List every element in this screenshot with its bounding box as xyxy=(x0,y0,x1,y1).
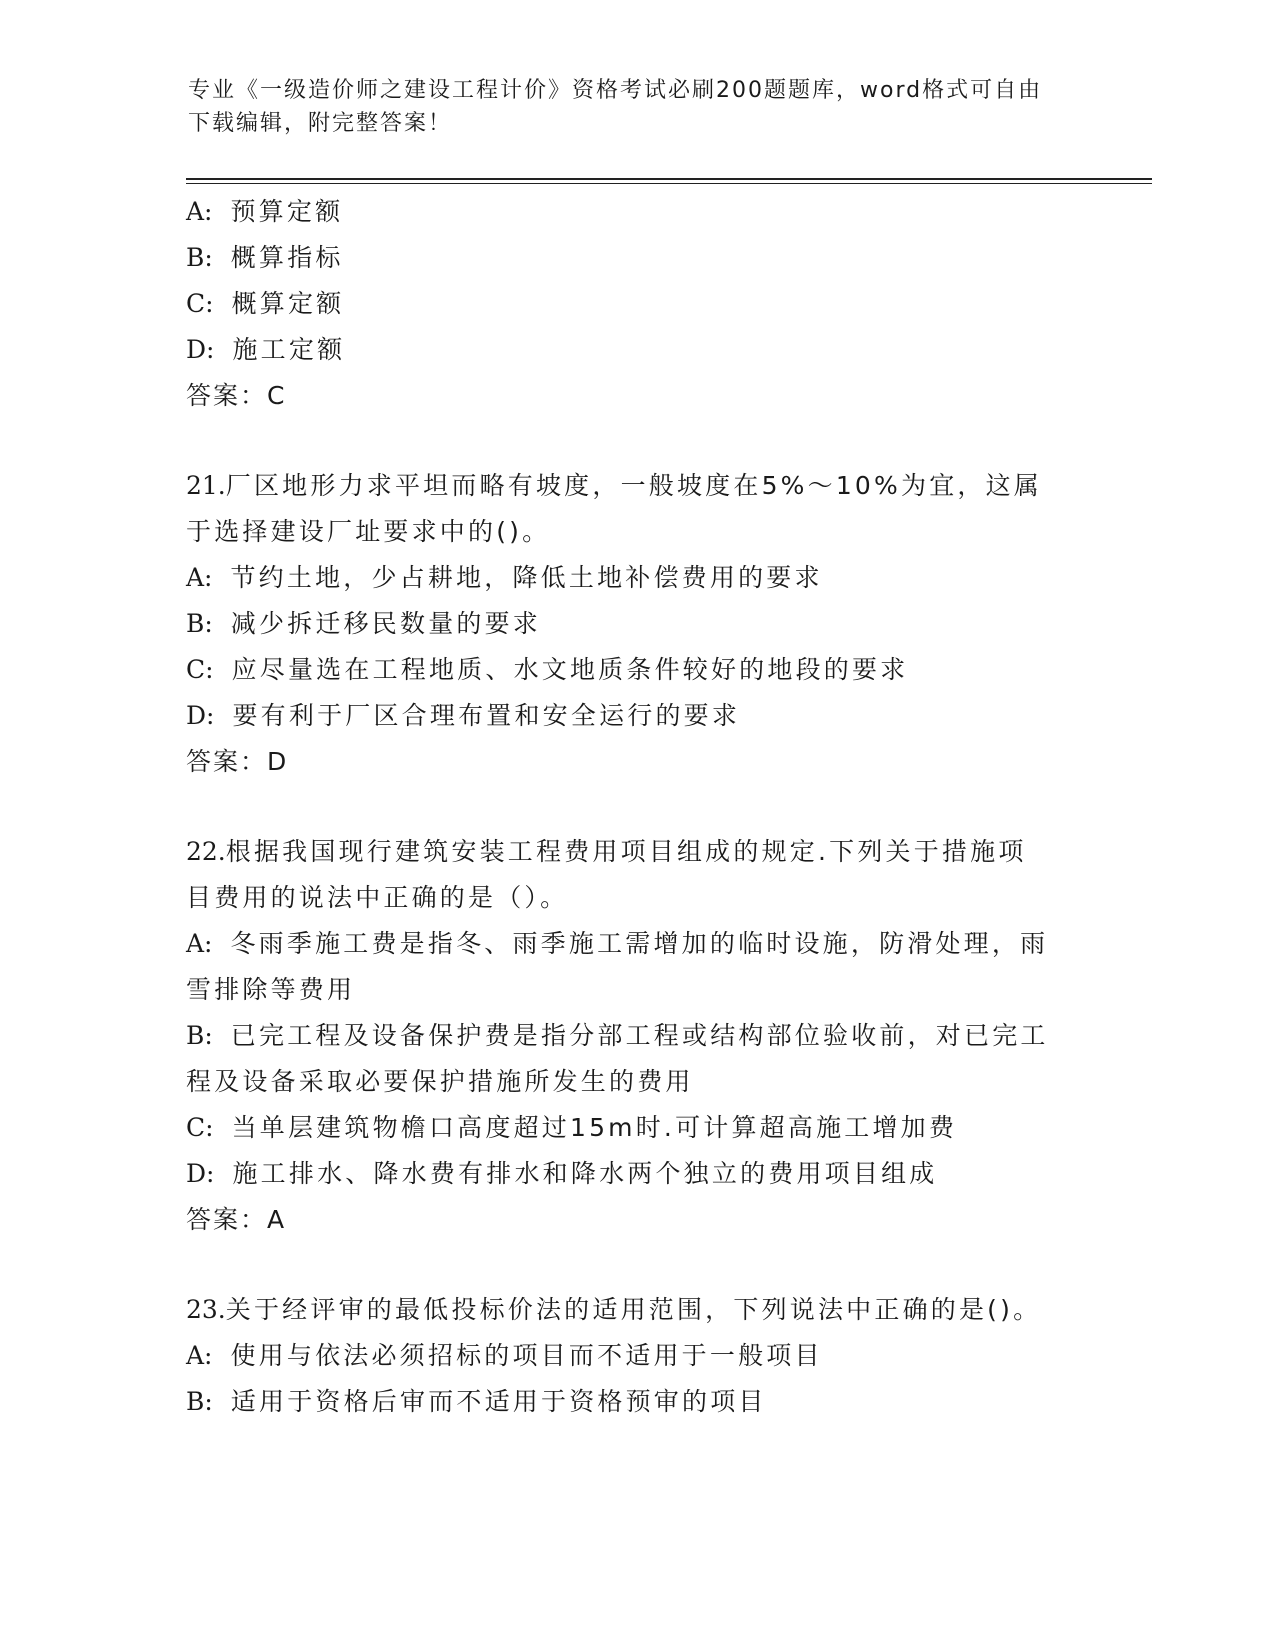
option-text: 施工排水、降水费有排水和降水两个独立的费用项目组成 xyxy=(232,1159,938,1188)
option-a xyxy=(186,189,1086,235)
option-label: A: xyxy=(186,929,213,958)
option-text: 概算指标 xyxy=(230,243,344,272)
option-b xyxy=(186,1013,1086,1059)
document-header xyxy=(188,74,1068,140)
option-label: B: xyxy=(186,1387,213,1416)
option-b xyxy=(186,235,1086,281)
option-label: B: xyxy=(186,243,213,272)
option-text: 要有利于厂区合理布置和安全运行的要求 xyxy=(232,701,741,730)
option-b-continued: 程及设备采取必要保护措施所发生的费用 xyxy=(186,1067,694,1096)
option-text: 冬雨季施工费是指冬、雨季施工需增加的临时设施，防滑处理，雨 xyxy=(230,929,1049,958)
option-a xyxy=(186,555,1086,601)
question-number: 23. xyxy=(186,1295,226,1324)
option-text: 施工定额 xyxy=(232,335,346,364)
option-label: C: xyxy=(186,1113,214,1142)
question-stem-text: 厂区地形力求平坦而略有坡度，一般坡度在5%～10%为宜，这属 xyxy=(225,471,1042,500)
question-23 xyxy=(186,1287,1086,1425)
option-c xyxy=(186,281,1086,327)
question-content xyxy=(186,189,1086,1425)
option-text: 应尽量选在工程地质、水文地质条件较好的地段的要求 xyxy=(231,655,909,684)
option-a xyxy=(186,1333,1086,1379)
option-label: D: xyxy=(186,335,215,364)
option-text: 概算定额 xyxy=(231,289,345,318)
option-label: A: xyxy=(186,563,213,592)
option-label: C: xyxy=(186,655,214,684)
question-20 xyxy=(186,189,1086,419)
option-text: 适用于资格后审而不适用于资格预审的项目 xyxy=(230,1387,767,1416)
header-divider-thick xyxy=(186,178,1152,180)
option-text: 节约土地，少占耕地，降低土地补偿费用的要求 xyxy=(230,563,823,592)
question-number: 22. xyxy=(186,837,226,866)
option-b xyxy=(186,1379,1086,1425)
option-a xyxy=(186,921,1086,967)
option-d xyxy=(186,327,1086,373)
question-stem-text: 关于经评审的最低投标价法的适用范围，下列说法中正确的是()。 xyxy=(225,1295,1042,1324)
header-line-2: 下载编辑，附完整答案！ xyxy=(188,111,453,136)
option-label: B: xyxy=(186,609,213,638)
option-text: 减少拆迁移民数量的要求 xyxy=(230,609,541,638)
question-stem xyxy=(186,829,1086,875)
option-text: 使用与依法必须招标的项目而不适用于一般项目 xyxy=(230,1341,823,1370)
option-c xyxy=(186,1105,1086,1151)
option-label: A: xyxy=(186,1341,213,1370)
question-number: 21. xyxy=(186,471,226,500)
option-label: C: xyxy=(186,289,214,318)
option-a-continued: 雪排除等费用 xyxy=(186,975,356,1004)
option-label: D: xyxy=(186,701,215,730)
option-d xyxy=(186,693,1086,739)
option-text: 当单层建筑物檐口高度超过15m时.可计算超高施工增加费 xyxy=(231,1113,958,1142)
question-stem xyxy=(186,463,1086,509)
answer-line: 答案：A xyxy=(186,1205,287,1234)
option-label: A: xyxy=(186,197,213,226)
option-d xyxy=(186,1151,1086,1197)
question-stem-continued: 目费用的说法中正确的是（）。 xyxy=(186,883,569,912)
option-c xyxy=(186,647,1086,693)
question-stem-text: 根据我国现行建筑安装工程费用项目组成的规定.下列关于措施项 xyxy=(225,837,1027,866)
answer-line: 答案：C xyxy=(186,381,287,410)
option-label: D: xyxy=(186,1159,215,1188)
option-text: 已完工程及设备保护费是指分部工程或结构部位验收前，对已完工 xyxy=(230,1021,1049,1050)
option-text: 预算定额 xyxy=(230,197,344,226)
option-b xyxy=(186,601,1086,647)
question-stem-continued: 于选择建设厂址要求中的()。 xyxy=(186,517,551,546)
answer-line: 答案：D xyxy=(186,747,289,776)
option-label: B: xyxy=(186,1021,213,1050)
question-stem xyxy=(186,1287,1086,1333)
header-line-1: 专业《一级造价师之建设工程计价》资格考试必刷200题题库，word格式可自由 xyxy=(188,78,1043,103)
question-21 xyxy=(186,463,1086,785)
header-divider-thin xyxy=(186,183,1152,184)
question-22 xyxy=(186,829,1086,1243)
